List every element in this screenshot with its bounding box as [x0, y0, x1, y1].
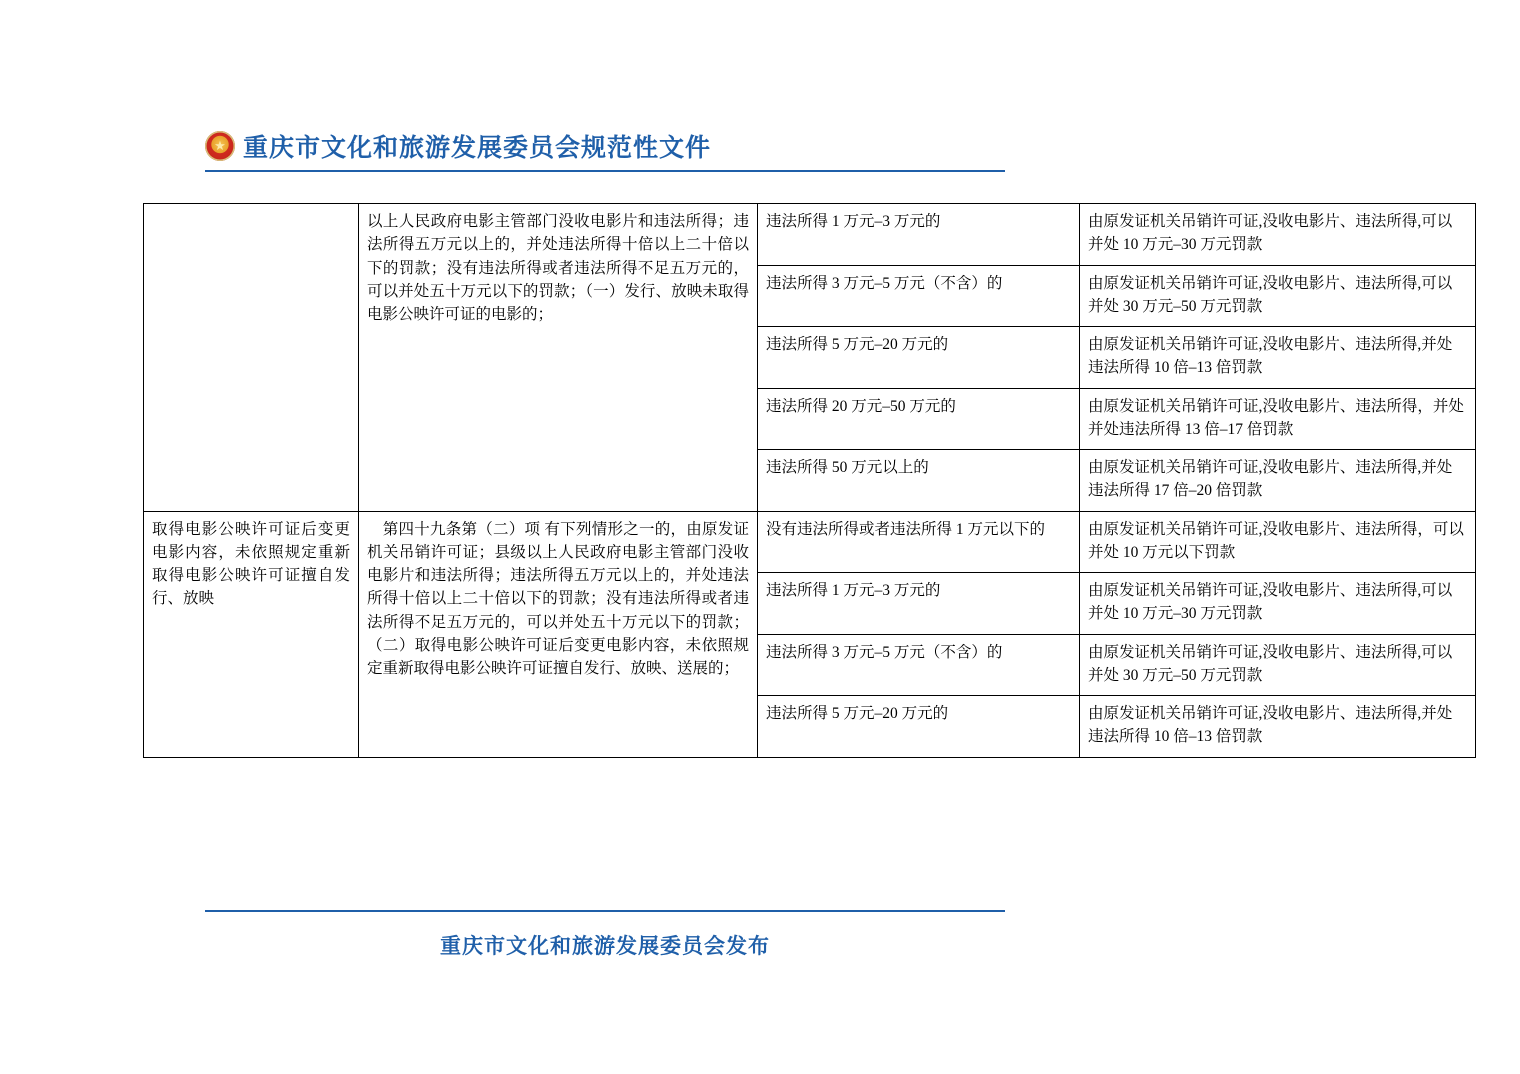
- cell-category: [144, 204, 359, 512]
- table-row: [144, 204, 1476, 266]
- cell-penalty: 由原发证机关吊销许可证,没收电影片、违法所得,可以并处 10 万元–30 万元罚款: [1080, 573, 1476, 635]
- footer-publisher: 重庆市文化和旅游发展委员会发布: [440, 935, 770, 958]
- cell-penalty: 由原发证机关吊销许可证,没收电影片、违法所得,并处违法所得 10 倍–13 倍罚款: [1080, 696, 1476, 758]
- cell-penalty: 由原发证机关吊销许可证,没收电影片、违法所得,并处违法所得 17 倍–20 倍罚款: [1080, 450, 1476, 512]
- cell-illegal-gain: 违法所得 1 万元–3 万元的: [758, 573, 1080, 635]
- cell-illegal-gain: 违法所得 3 万元–5 万元（不含）的: [758, 634, 1080, 696]
- footer-divider: [205, 910, 1005, 912]
- cell-illegal-gain: 违法所得 20 万元–50 万元的: [758, 388, 1080, 450]
- cell-penalty: 由原发证机关吊销许可证,没收电影片、违法所得，并处并处违法所得 13 倍–17 倍罚款: [1080, 388, 1476, 450]
- cell-category: 取得电影公映许可证后变更电影内容，未依照规定重新取得电影公映许可证擅自发行、放映: [144, 511, 359, 757]
- cell-penalty: 由原发证机关吊销许可证,没收电影片、违法所得,可以并处 10 万元–30 万元罚款: [1080, 204, 1476, 266]
- cell-illegal-gain: 违法所得 5 万元–20 万元的: [758, 327, 1080, 389]
- cell-illegal-gain: 违法所得 50 万元以上的: [758, 450, 1080, 512]
- cell-illegal-gain: 违法所得 1 万元–3 万元的: [758, 204, 1080, 266]
- penalty-table: [143, 203, 1476, 758]
- cell-illegal-gain: 违法所得 5 万元–20 万元的: [758, 696, 1080, 758]
- cell-penalty: 由原发证机关吊销许可证,没收电影片、违法所得,可以并处 30 万元–50 万元罚款: [1080, 634, 1476, 696]
- cell-penalty: 由原发证机关吊销许可证,没收电影片、违法所得，可以并处 10 万元以下罚款: [1080, 511, 1476, 573]
- header-row: [205, 128, 1005, 164]
- penalty-table-container: [143, 203, 1464, 758]
- table-row: [144, 511, 1476, 573]
- cell-illegal-gain: 违法所得 3 万元–5 万元（不含）的: [758, 265, 1080, 327]
- document-header: [205, 128, 1005, 172]
- cell-legal-basis: 第四十九条第（二）项 有下列情形之一的，由原发证机关吊销许可证；县级以上人民政府电影主管部门没收电影片和违法所得；违法所得五万元以上的，并处违法所得十倍以上二十倍以下的罚款；没有违法所得或者违法所得不足五万元的，可以并处五十万元以下的罚款；（二）取得电影公映许可证后变更电影内容，未依照规定重新取得电影公映许可证擅自发行、放映、送展的；: [359, 511, 758, 757]
- national-emblem-icon: [205, 131, 235, 161]
- header-title: 重庆市文化和旅游发展委员会规范性文件: [243, 134, 712, 162]
- cell-penalty: 由原发证机关吊销许可证,没收电影片、违法所得,可以并处 30 万元–50 万元罚款: [1080, 265, 1476, 327]
- cell-penalty: 由原发证机关吊销许可证,没收电影片、违法所得,并处违法所得 10 倍–13 倍罚款: [1080, 327, 1476, 389]
- cell-illegal-gain: 没有违法所得或者违法所得 1 万元以下的: [758, 511, 1080, 573]
- header-divider: [205, 170, 1005, 172]
- cell-legal-basis: 以上人民政府电影主管部门没收电影片和违法所得；违法所得五万元以上的，并处违法所得十倍以上二十倍以下的罚款；没有违法所得或者违法所得不足五万元的，可以并处五十万元以下的罚款；（一）发行、放映未取得电影公映许可证的电影的；: [359, 204, 758, 512]
